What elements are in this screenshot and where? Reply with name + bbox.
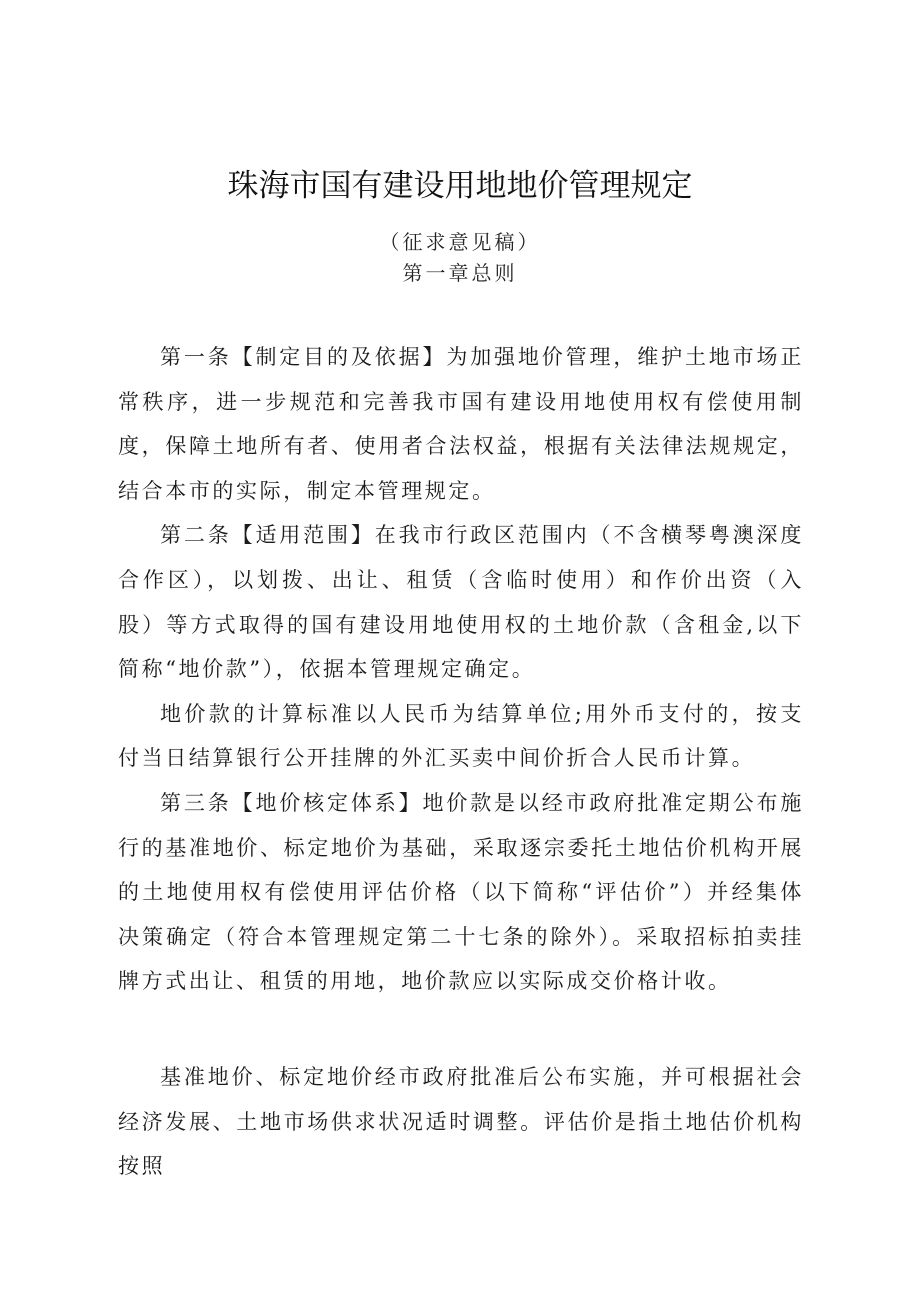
document-title: 珠海市国有建设用地地价管理规定 xyxy=(227,168,693,204)
draft-note: （征求意见稿） xyxy=(379,230,541,254)
paragraph-benchmark-price: 基准地价、标定地价经市政府批准后公布实施，并可根据社会经济发展、土地市场供求状况适时调整。评估价是指土地估价机构按照 xyxy=(118,1065,804,1179)
paragraph-article-3: 第三条【地价核定体系】地价款是以经市政府批准定期公布施行的基准地价、标定地价为基础，采取逐宗委托土地估价机构开展的土地使用权有偿使用评估价格（以下简称“评估价”）并经集体决策确定（符合本管理规定第二十七条的除外）。采取招标拍卖挂牌方式出让、租赁的用地，地价款应以实际成交价格计收。 xyxy=(118,790,804,994)
body-text-main xyxy=(118,335,804,1004)
paragraph-article-2: 第二条【适用范围】在我市行政区范围内（不含横琴粤澳深度合作区），以划拨、出让、租赁（含临时使用）和作价出资（入股）等方式取得的国有建设用地使用权的土地价款（含租金,以下简称“地价款”），依据本管理规定确定。 xyxy=(118,523,804,682)
paragraph-currency: 地价款的计算标准以人民币为结算单位;用外币支付的，按支付当日结算银行公开挂牌的外汇买卖中间价折合人民币计算。 xyxy=(118,701,804,771)
body-text-continued xyxy=(118,1055,804,1189)
paragraph-article-1: 第一条【制定目的及依据】为加强地价管理，维护土地市场正常秩序，进一步规范和完善我市国有建设用地使用权有偿使用制度，保障土地所有者、使用者合法权益，根据有关法律法规规定，结合本市的实际，制定本管理规定。 xyxy=(118,345,804,503)
chapter-heading: 第一章总则 xyxy=(402,261,518,285)
